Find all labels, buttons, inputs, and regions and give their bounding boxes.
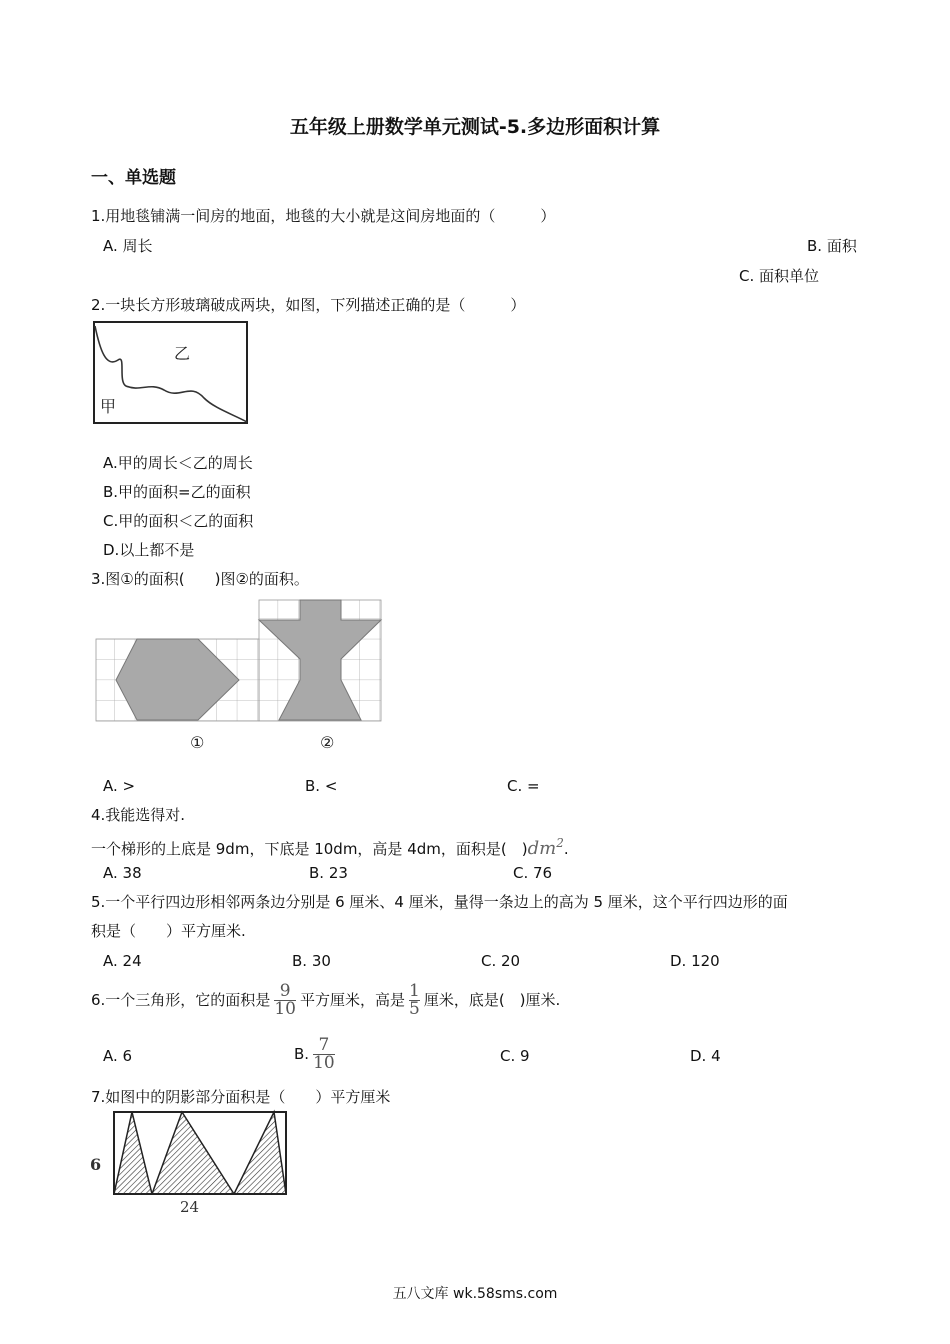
q6-option-c[interactable]: C. 9	[500, 1047, 530, 1065]
q6-frac1-num: 9	[279, 981, 291, 1001]
q4-unit-power: 2	[556, 836, 564, 850]
question-5-text-line1: 5.一个平行四边形相邻两条边分别是 6 厘米、4 厘米，量得一条边上的高为 5 厘米，这个平行四边形的面	[91, 893, 788, 911]
figure-label-jia: 甲	[100, 397, 117, 416]
question-5-text-line2: 积是（ ）平方厘米.	[91, 922, 246, 940]
figure-label-yi: 乙	[174, 344, 191, 363]
page-title: 五年级上册数学单元测试-5.多边形面积计算	[289, 116, 661, 138]
width-label: 24	[180, 1198, 200, 1214]
footer-watermark: 五八文库 wk.58sms.com	[392, 1286, 558, 1302]
q6-option-a[interactable]: A. 6	[103, 1047, 133, 1065]
question-6-text	[91, 972, 560, 1028]
section-heading: 一、单选题	[91, 168, 176, 188]
q2-option-c[interactable]: C.甲的面积＜乙的面积	[103, 512, 254, 530]
q4-option-b[interactable]: B. 23	[309, 864, 348, 882]
q6-frac1-den: 10	[274, 999, 296, 1019]
q6-option-b-label: B.	[294, 1045, 310, 1063]
q6-frac2-num: 1	[408, 981, 420, 1001]
grid-shapes-figure	[94, 598, 386, 758]
q6-option-b[interactable]	[294, 1026, 339, 1082]
q4-text-main: 一个梯形的上底是 9dm，下底是 10dm，高是 4dm，面积是( )	[91, 840, 528, 858]
q6-fraction-height	[409, 983, 420, 1018]
q6-option-b-fraction	[313, 1037, 335, 1072]
q5-option-c[interactable]: C. 20	[481, 952, 521, 970]
q4-text-end: .	[563, 840, 569, 858]
question-4-title: 4.我能选得对.	[91, 806, 186, 824]
height-label: 6	[90, 1155, 102, 1174]
q4-option-a[interactable]: A. 38	[103, 864, 142, 882]
question-1-text: 1.用地毯铺满一间房的地面，地毯的大小就是这间房地面的（ ）	[91, 207, 556, 225]
q2-option-a[interactable]: A.甲的周长＜乙的周长	[103, 454, 253, 472]
question-2-text: 2.一块长方形玻璃破成两块，如图，下列描述正确的是（ ）	[91, 296, 526, 314]
q5-option-d[interactable]: D. 120	[670, 952, 720, 970]
q3-option-a[interactable]: A. >	[103, 777, 136, 795]
q6-part1: 6.一个三角形，它的面积是	[91, 991, 271, 1009]
q6-part3: 厘米，底是( )厘米.	[423, 991, 561, 1009]
q4-unit	[528, 838, 564, 859]
q4-unit-base: dm	[527, 838, 557, 859]
figure-label-2: ②	[320, 733, 335, 752]
q6-part2: 平方厘米，高是	[299, 991, 405, 1009]
question-3-text: 3.图①的面积( )图②的面积。	[91, 570, 309, 588]
q3-option-b[interactable]: B. <	[305, 777, 338, 795]
q6-frac2-den: 5	[408, 999, 420, 1019]
q1-option-c[interactable]: C. 面积单位	[739, 267, 820, 285]
q6-optb-den: 10	[313, 1053, 335, 1073]
broken-glass-figure	[92, 320, 250, 426]
q3-option-c[interactable]: C. =	[507, 777, 540, 795]
q5-option-b[interactable]: B. 30	[292, 952, 331, 970]
q2-option-d[interactable]: D.以上都不是	[103, 541, 195, 559]
question-7-text: 7.如图中的阴影部分面积是（ ）平方厘米	[91, 1088, 391, 1106]
question-4-text	[91, 833, 569, 859]
shaded-triangles-figure	[84, 1108, 290, 1214]
q2-option-b[interactable]: B.甲的面积=乙的面积	[103, 483, 251, 501]
figure-label-1: ①	[190, 733, 205, 752]
q4-option-c[interactable]: C. 76	[513, 864, 553, 882]
q6-option-d[interactable]: D. 4	[690, 1047, 721, 1065]
q6-fraction-area	[274, 983, 296, 1018]
q1-option-a[interactable]: A. 周长	[103, 237, 153, 255]
q5-option-a[interactable]: A. 24	[103, 952, 142, 970]
q1-option-b[interactable]: B. 面积	[807, 237, 857, 255]
q6-optb-num: 7	[318, 1035, 330, 1055]
